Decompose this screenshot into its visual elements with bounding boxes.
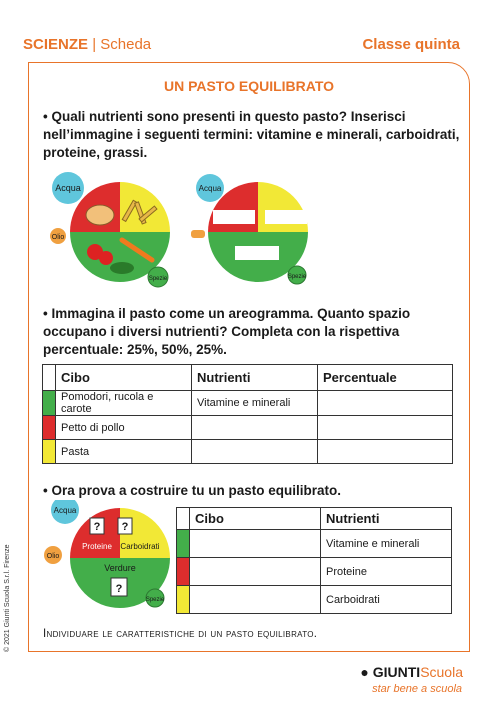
color-swatch-green: [43, 391, 56, 416]
table-row: Vitamine e minerali: [177, 530, 452, 558]
plate-yellow-sector: [120, 182, 170, 232]
svg-text:Acqua: Acqua: [55, 183, 81, 193]
svg-text:Verdure: Verdure: [104, 563, 136, 573]
oil-box[interactable]: [191, 230, 205, 238]
table-build-meal: [176, 507, 452, 614]
svg-text:Carboidrati: Carboidrati: [120, 542, 160, 551]
header-nutrienti: Nutrienti: [192, 365, 318, 391]
table-row: Proteine: [177, 558, 452, 586]
logo-g-icon: ●: [360, 664, 369, 680]
plate-illustrated: [40, 170, 180, 300]
question-3: • Ora prova a costruire tu un pasto equilibrato.: [43, 483, 342, 498]
svg-text:Proteine: Proteine: [82, 542, 112, 551]
svg-text:Acqua: Acqua: [198, 184, 222, 193]
table-row: Carboidrati: [177, 586, 452, 614]
svg-text:Olio: Olio: [51, 234, 65, 241]
question-2: • Immagina il pasto come un areogramma. Quanto spazio occupano i diversi nutrienti? Completa con la rispettiva percentuale: 25%, 50%, 25%.: [43, 306, 411, 357]
header-cibo: Cibo: [56, 365, 192, 391]
header-nutrienti: Nutrienti: [321, 508, 452, 530]
color-swatch-yellow: [177, 586, 190, 614]
color-swatch-yellow: [43, 440, 56, 464]
arugula-icon: [110, 262, 134, 274]
plate-blank: [185, 170, 325, 300]
answer-box-yellow[interactable]: [265, 210, 307, 224]
table-row: Pomodori, rucola e carote Vitamine e minerali: [43, 391, 453, 416]
table-row: Pasta: [43, 440, 453, 464]
svg-text:Olio: Olio: [46, 553, 60, 560]
color-swatch-green: [177, 530, 190, 558]
table-header-row: [177, 508, 452, 530]
answer-box-red[interactable]: [213, 210, 255, 224]
header-subject: SCIENZE | Scheda: [23, 36, 152, 53]
svg-text:?: ?: [93, 521, 101, 533]
svg-text:?: ?: [115, 583, 123, 595]
publisher-logo: ● GIUNTIScuola: [360, 664, 463, 680]
chicken-icon: [86, 205, 114, 225]
color-swatch-red: [43, 416, 56, 440]
learning-objective: Individuare le caratteristiche di un pasto equilibrato.: [43, 628, 318, 640]
question-1: • Quali nutrienti sono presenti in questo pasto? Inserisci nell’immagine i seguenti termini: vitamine e minerali, carboidrati, proteine, grassi.: [43, 109, 460, 160]
color-swatch-red: [177, 558, 190, 586]
copyright-note: © 2021 Giunti Scuola S.r.l. Firenze: [4, 544, 11, 652]
page-title: UN PASTO EQUILIBRATO: [163, 78, 335, 94]
table-header-row: [43, 365, 453, 391]
table-nutrient-percentages: [42, 364, 453, 464]
answer-box-green[interactable]: [235, 246, 279, 260]
header-percentuale: Percentuale: [318, 365, 453, 391]
svg-text:Spezie: Spezie: [148, 276, 168, 282]
logo-tagline: star bene a scuola: [372, 683, 462, 695]
svg-text:Spezie: Spezie: [287, 274, 307, 280]
svg-text:?: ?: [121, 521, 129, 533]
svg-text:Spezie: Spezie: [145, 597, 165, 603]
header-grade: Classe quinta: [362, 36, 460, 53]
header-cibo: Cibo: [190, 508, 321, 530]
plate-build-your-own: [40, 500, 175, 620]
table-row: Petto di pollo: [43, 416, 453, 440]
svg-text:Acqua: Acqua: [53, 506, 77, 515]
